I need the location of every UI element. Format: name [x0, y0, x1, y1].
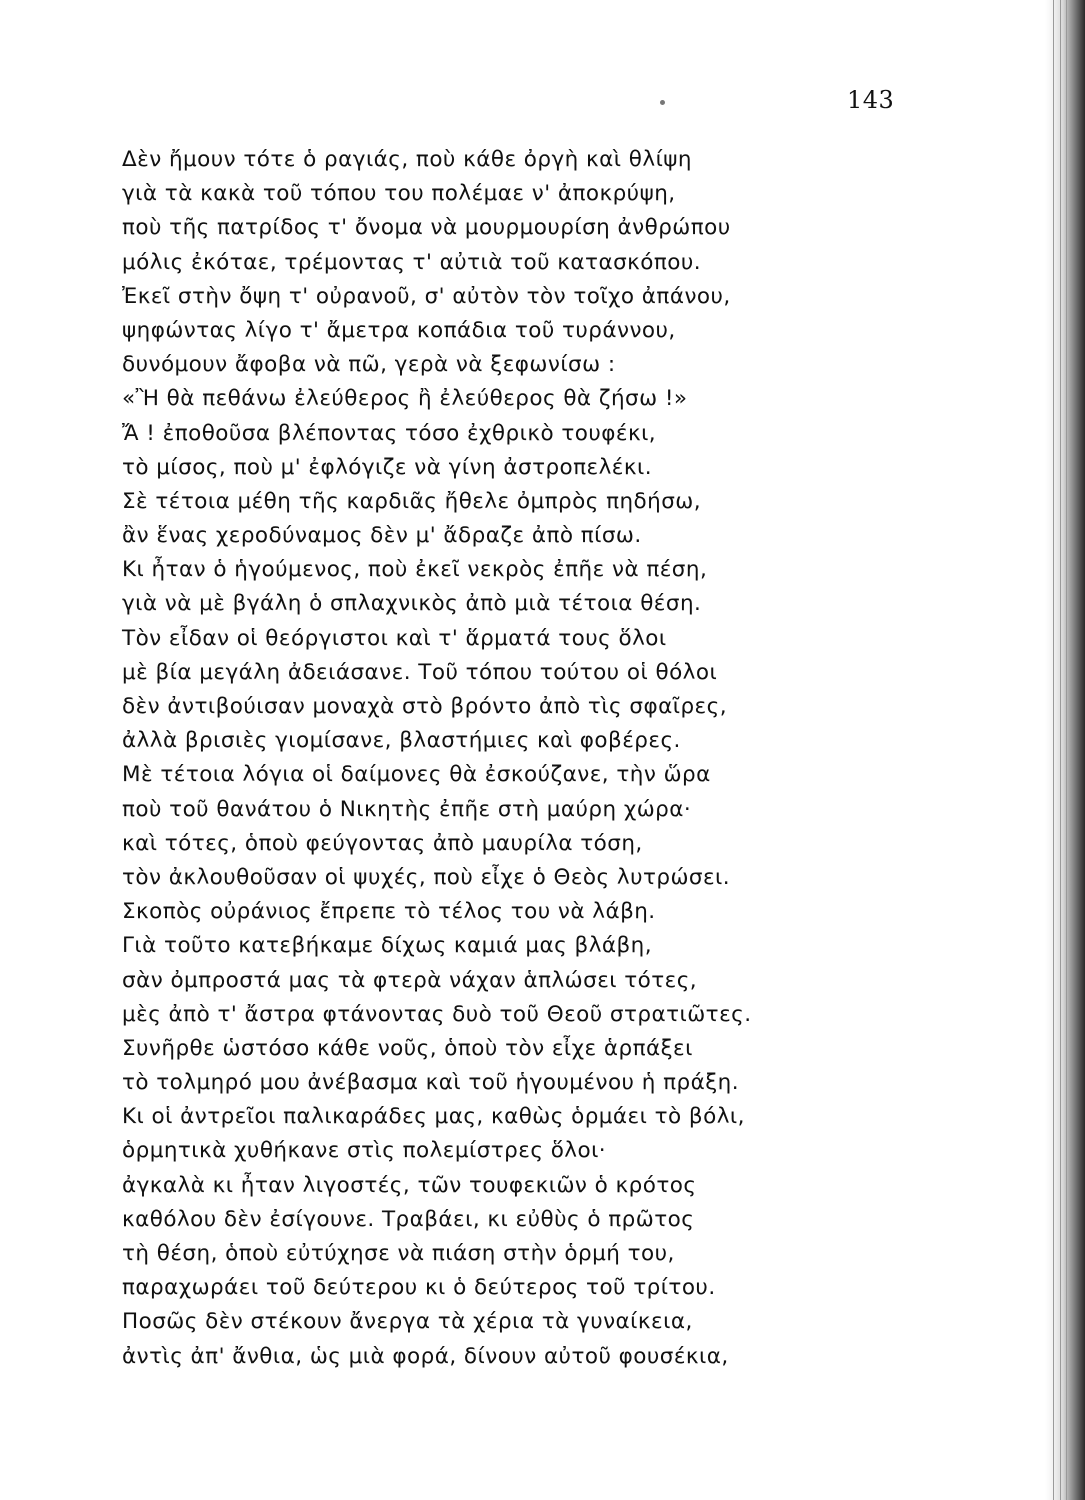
poem-line: τὸν ἀκλουθοῦσαν οἱ ψυχές, ποὺ εἶχε ὁ Θεὸς λυτρώσει.: [122, 864, 731, 890]
poem-body: [122, 143, 902, 1374]
poem-line: μόλις ἐκόταε, τρέμοντας τ' αὐτιὰ τοῦ κατασκόπου.: [122, 249, 702, 275]
poem-line: Ἐκεῖ στὴν ὄψη τ' οὐρανοῦ, σ' αὐτὸν τὸν τοῖχο ἀπάνου,: [122, 283, 731, 309]
poem-line: τὸ μίσος, ποὺ μ' ἐφλόγιζε νὰ γίνη ἀστροπελέκι.: [122, 454, 653, 480]
page-edge-line: [1066, 0, 1067, 1500]
poem-line: ἀντὶς ἀπ' ἄνθια, ὡς μιὰ φορά, δίνουν αὐτοῦ φουσέκια,: [122, 1343, 729, 1369]
poem-line: Σὲ τέτοια μέθη τῆς καρδιᾶς ἤθελε ὀμπρὸς πηδήσω,: [122, 488, 702, 514]
page-edge: [1045, 0, 1085, 1500]
page-edge-line: [1060, 0, 1061, 1500]
poem-line: Ποσῶς δὲν στέκουν ἄνεργα τὰ χέρια τὰ γυναίκεια,: [122, 1309, 693, 1335]
poem-line: δυνόμουν ἄφοβα νὰ πῶ, γερὰ νὰ ξεφωνίσω :: [122, 352, 616, 378]
poem-line: ποὺ τῆς πατρίδος τ' ὄνομα νὰ μουρμουρίση ἀνθρώπου: [122, 215, 731, 241]
poem-line: σὰν ὀμπροστά μας τὰ φτερὰ νάχαν ἁπλώσει τότες,: [122, 967, 698, 993]
poem-line: «Ἢ θὰ πεθάνω ἐλεύθερος ἢ ἐλεύθερος θὰ ζήσω !»: [122, 386, 688, 412]
page-edge-line: [1053, 0, 1054, 1500]
poem-line: μὲς ἀπὸ τ' ἄστρα φτάνοντας δυὸ τοῦ Θεοῦ στρατιῶτες.: [122, 1001, 752, 1027]
poem-line: παραχωράει τοῦ δεύτερου κι ὁ δεύτερος τοῦ τρίτου.: [122, 1275, 716, 1301]
poem-line: Ἄ ! ἐποθοῦσα βλέποντας τόσο ἐχθρικὸ τουφέκι,: [122, 420, 657, 446]
poem-line: Κι ἦταν ὁ ἡγούμενος, ποὺ ἐκεῖ νεκρὸς ἐπῆε νὰ πέση,: [122, 557, 708, 583]
ink-dot: [660, 100, 665, 105]
poem-line: τὸ τολμηρό μου ἀνέβασμα καὶ τοῦ ἡγουμένου ἡ πράξη.: [122, 1070, 739, 1096]
poem-line: Μὲ τέτοια λόγια οἱ δαίμονες θὰ ἐσκούζανε, τὴν ὥρα: [122, 762, 711, 788]
poem-line: ἀλλὰ βρισιὲς γιομίσανε, βλαστήμιες καὶ φοβέρες.: [122, 728, 681, 754]
poem-line: καθόλου δὲν ἐσίγουνε. Τραβάει, κι εὐθὺς ὁ πρῶτος: [122, 1206, 695, 1232]
poem-line: γιὰ νὰ μὲ βγάλη ὁ σπλαχνικὸς ἀπὸ μιὰ τέτοια θέση.: [122, 591, 702, 617]
poem-line: Κι οἱ ἀντρεῖοι παλικαράδες μας, καθὼς ὁρμάει τὸ βόλι,: [122, 1104, 745, 1130]
poem-line: ὁρμητικὰ χυθήκανε στὶς πολεμίστρες ὅλοι·: [122, 1138, 607, 1164]
poem-line: ἂν ἕνας χεροδύναμος δὲν μ' ἄδραζε ἀπὸ πίσω.: [122, 523, 642, 549]
poem-line: μὲ βία μεγάλη ἀδειάσανε. Τοῦ τόπου τούτου οἱ θόλοι: [122, 659, 718, 685]
poem-line: ποὺ τοῦ θανάτου ὁ Νικητὴς ἐπῆε στὴ μαύρη χώρα·: [122, 796, 692, 822]
poem-line: ἀγκαλὰ κι ἦταν λιγοστές, τῶν τουφεκιῶν ὁ κρότος: [122, 1172, 697, 1198]
poem-line: δὲν ἀντιβούισαν μοναχὰ στὸ βρόντο ἀπὸ τὶς σφαῖρες,: [122, 694, 727, 719]
poem-line: ψηφώντας λίγο τ' ἄμετρα κοπάδια τοῦ τυράννου,: [122, 317, 676, 343]
poem-line: Δὲν ἤμουν τότε ὁ ραγιάς, ποὺ κάθε ὀργὴ καὶ θλίψη: [122, 147, 693, 172]
page-number: 143: [847, 86, 895, 114]
poem-line: γιὰ τὰ κακὰ τοῦ τόπου του πολέμαε ν' ἀποκρύψη,: [122, 181, 676, 207]
poem-line: τὴ θέση, ὁποὺ εὐτύχησε νὰ πιάση στὴν ὁρμή του,: [122, 1241, 675, 1266]
poem-line: Σκοπὸς οὐράνιος ἔπρεπε τὸ τέλος του νὰ λάβη.: [122, 899, 656, 925]
poem-line: Συνῆρθε ὡστόσο κάθε νοῦς, ὁποὺ τὸν εἶχε ἁρπάξει: [122, 1035, 693, 1061]
poem-line: Τὸν εἶδαν οἱ θεόργιστοι καὶ τ' ἅρματά τους ὅλοι: [122, 625, 667, 651]
poem-line: καὶ τότες, ὁποὺ φεύγοντας ἀπὸ μαυρίλα τόση,: [122, 830, 643, 856]
poem-line: Γιὰ τοῦτο κατεβήκαμε δίχως καμιά μας βλάβη,: [122, 933, 653, 959]
